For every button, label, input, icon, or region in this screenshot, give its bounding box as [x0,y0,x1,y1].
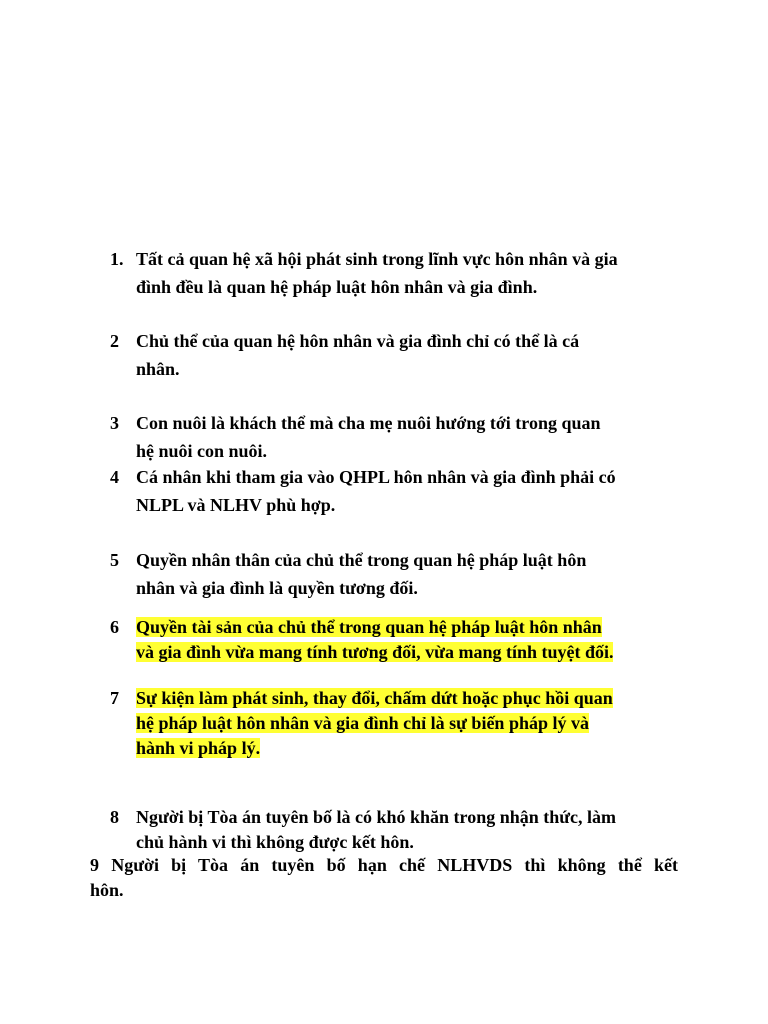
item-text-line: Người bị Tòa án tuyên bố là có khó khăn trong nhận thức, làm [136,807,617,827]
item-text-line: Chủ thể của quan hệ hôn nhân và gia đình chỉ có thể là cá [136,331,580,351]
item-text-line: hệ nuôi con nuôi. [136,441,268,461]
item-number: 7 [110,688,119,708]
item-text-line [136,686,680,711]
item-text-line: Cá nhân khi tham gia vào QHPL hôn nhân và gia đình phải có [136,467,616,487]
list-item-7 [110,686,680,761]
list-item-9 [90,853,678,903]
item-text-line: hôn. [90,880,124,900]
item-text-line: Con nuôi là khách thể mà cha mẹ nuôi hướng tới trong quan [136,413,601,433]
highlighted-text: hệ pháp luật hôn nhân và gia đình chỉ là sự biến pháp lý và [136,713,589,733]
item-text-line [136,615,680,640]
item-text-line: Tất cả quan hệ xã hội phát sinh trong lĩnh vực hôn nhân và gia [136,249,618,269]
item-text-line [136,736,680,761]
list-item-4 [110,463,680,519]
item-number: 5 [110,550,119,570]
list-item-5 [110,546,680,602]
highlighted-text: Sự kiện làm phát sinh, thay đổi, chấm dứt hoặc phục hồi quan [136,688,613,708]
item-text-line [136,640,680,665]
item-text-line: nhân và gia đình là quyền tương đối. [136,578,418,598]
item-text-line: 9 Người bị Tòa án tuyên bố hạn chế NLHVDS thì không thể kết [90,855,678,875]
item-number: 6 [110,617,119,637]
item-text-line: đình đều là quan hệ pháp luật hôn nhân và gia đình. [136,277,538,297]
highlighted-text: Quyền tài sản của chủ thể trong quan hệ pháp luật hôn nhân [136,617,602,637]
item-text-line: Quyền nhân thân của chủ thể trong quan hệ pháp luật hôn [136,550,587,570]
item-text-line: chủ hành vi thì không được kết hôn. [136,832,414,852]
list-item-2 [110,327,680,383]
list-item-6 [110,615,680,665]
item-text-line [136,711,680,736]
item-number: 1. [110,249,124,269]
item-number: 4 [110,467,119,487]
highlighted-text: hành vi pháp lý. [136,738,261,758]
item-number: 3 [110,413,119,433]
item-text-line: nhân. [136,359,180,379]
list-item-3 [110,409,680,465]
highlighted-text: và gia đình vừa mang tính tương đối, vừa mang tính tuyệt đối. [136,642,614,662]
item-number: 2 [110,331,119,351]
item-number: 8 [110,807,119,827]
list-item-8 [110,805,680,855]
item-text-line: NLPL và NLHV phù hợp. [136,495,336,515]
list-item-1 [110,245,680,301]
